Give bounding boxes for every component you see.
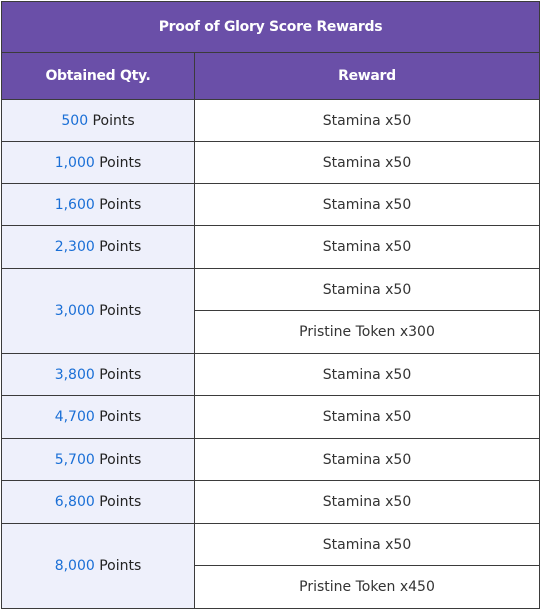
reward-cell: Stamina x50 xyxy=(195,481,540,524)
points-unit: Points xyxy=(88,112,135,129)
reward-cell: Stamina x50 xyxy=(195,269,540,311)
reward-cell: Stamina x50 xyxy=(195,226,540,269)
reward-cell: Stamina x50 xyxy=(195,100,540,142)
reward-cell: Stamina x50 xyxy=(195,354,540,396)
table-row xyxy=(2,481,540,524)
table-row xyxy=(2,142,540,184)
reward-cell: Stamina x50 xyxy=(195,524,540,566)
reward-cell: Stamina x50 xyxy=(195,184,540,226)
reward-cell: Stamina x50 xyxy=(195,142,540,184)
table-body xyxy=(2,100,540,609)
points-amount: 8,000 xyxy=(54,558,95,574)
reward-cell: Pristine Token x450 xyxy=(195,566,540,609)
reward-cell: Stamina x50 xyxy=(195,439,540,481)
points-unit: Points xyxy=(94,494,142,510)
header-obtained-qty: Obtained Qty. xyxy=(2,53,195,100)
table-row xyxy=(2,184,540,226)
obtained-qty-cell xyxy=(2,481,195,524)
obtained-qty-cell xyxy=(2,100,195,142)
obtained-qty-cell xyxy=(2,396,195,439)
table-row xyxy=(2,354,540,396)
table-row xyxy=(2,439,540,481)
table-row xyxy=(2,269,540,311)
points-unit: Points xyxy=(94,558,142,574)
points-amount: 3,800 xyxy=(54,366,95,383)
header-reward: Reward xyxy=(195,53,540,100)
obtained-qty-cell xyxy=(2,184,195,226)
reward-cell: Pristine Token x300 xyxy=(195,311,540,354)
obtained-qty-cell xyxy=(2,439,195,481)
points-unit: Points xyxy=(94,239,142,255)
table-title: Proof of Glory Score Rewards xyxy=(2,2,540,53)
points-amount: 6,800 xyxy=(54,494,95,510)
table-row xyxy=(2,524,540,566)
points-unit: Points xyxy=(94,196,142,213)
reward-cell: Stamina x50 xyxy=(195,396,540,439)
obtained-qty-cell xyxy=(2,524,195,609)
points-unit: Points xyxy=(94,303,142,319)
table-row xyxy=(2,100,540,142)
points-amount: 1,600 xyxy=(54,196,95,213)
points-amount: 5,700 xyxy=(54,451,95,468)
rewards-table xyxy=(1,1,540,609)
points-amount: 1,000 xyxy=(54,154,95,171)
points-amount: 3,000 xyxy=(54,303,95,319)
points-amount: 500 xyxy=(61,112,89,129)
points-unit: Points xyxy=(94,409,142,425)
obtained-qty-cell xyxy=(2,142,195,184)
table-row xyxy=(2,226,540,269)
points-amount: 4,700 xyxy=(54,409,95,425)
points-unit: Points xyxy=(94,451,142,468)
table-row xyxy=(2,396,540,439)
points-unit: Points xyxy=(94,154,142,171)
obtained-qty-cell xyxy=(2,269,195,354)
obtained-qty-cell xyxy=(2,226,195,269)
points-unit: Points xyxy=(94,366,142,383)
obtained-qty-cell xyxy=(2,354,195,396)
points-amount: 2,300 xyxy=(54,239,95,255)
